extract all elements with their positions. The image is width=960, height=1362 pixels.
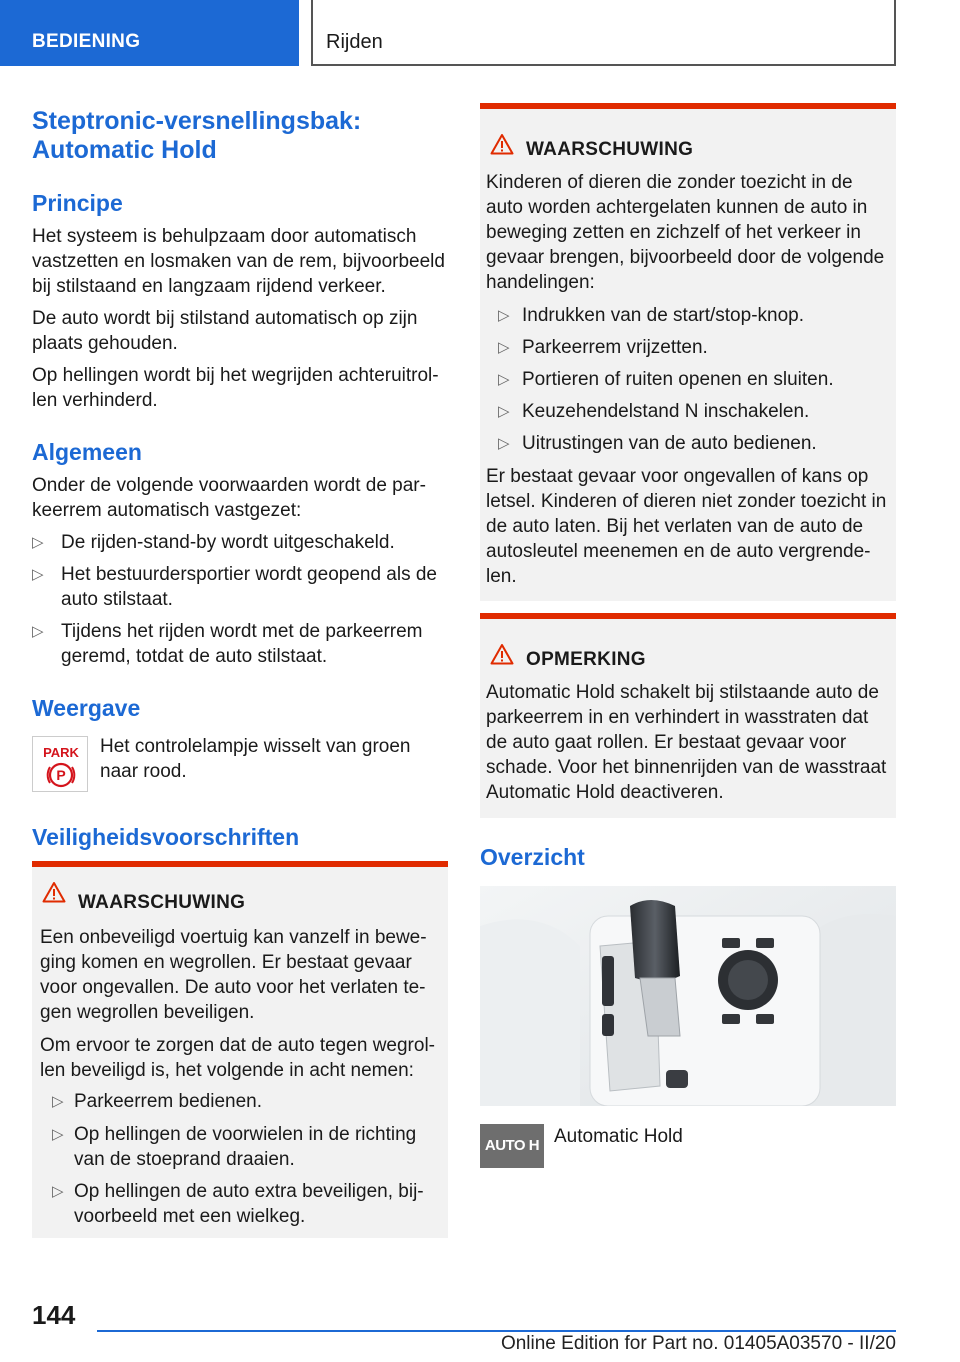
heading-veiligheid: Veiligheidsvoorschriften — [32, 824, 300, 850]
page-number: 144 — [32, 1300, 76, 1330]
center-console-photo — [480, 886, 896, 1106]
page-title-line2: Automatic Hold — [32, 136, 217, 164]
park-brake-indicator-icon — [32, 736, 88, 792]
footer-edition: Online Edition for Part no. 01405A03570 - II/20 — [500, 1333, 896, 1354]
warning-box-right — [480, 103, 896, 601]
chapter-title: Rijden — [311, 0, 896, 66]
triangle-bullet-icon: ▷ — [498, 307, 510, 324]
list-item: ▷ De rijden-stand-by wordt uitgeschakeld. — [32, 532, 395, 553]
auto-hold-button-icon: AUTO H — [480, 1124, 544, 1168]
list-item: ▷ Op hellingen de auto extra beveiligen, bij- voorbeeld met een wielkeg. — [52, 1181, 424, 1227]
heading-weergave: Weergave — [32, 695, 141, 721]
triangle-bullet-icon: ▷ — [498, 403, 510, 420]
triangle-bullet-icon: ▷ — [52, 1126, 64, 1143]
heading-principe: Principe — [32, 190, 123, 216]
principe-paragraph-1: Het systeem is behulpzaam door automatisch vastzetten en losmaken van de rem, bijvoorbeeld bij stilstaand en langzaam rijdend verkeer. — [32, 226, 445, 297]
section-tab: BEDIENING — [0, 0, 299, 66]
weergave-text: Het controlelampje wisselt van groen naar rood. — [100, 736, 411, 782]
warning-paragraph-1: Kinderen of dieren die zonder toezicht in de auto worden achtergelaten kunnen de auto in beweging zetten en zichzelf of het verkeer in gevaar brengen, bijvoorbeeld door de volgende handelingen: — [486, 172, 885, 293]
triangle-bullet-icon: ▷ — [498, 435, 510, 452]
note-paragraph: Automatic Hold schakelt bij stilstaande auto de parkeerrem in en verhindert in wasstraten dat de auto gaat rollen. Er bestaat gevaar voor schade. Voor het binnenrijden van de wasstraat Automatic Hold deactiveren. — [486, 682, 887, 803]
principe-paragraph-2: De auto wordt bij stilstand automatisch op zijn plaats gehouden. — [32, 308, 418, 354]
list-item: ▷ Keuzehendelstand N inschakelen. — [498, 401, 810, 422]
list-item: ▷ Portieren of ruiten openen en sluiten. — [498, 369, 834, 390]
list-item: ▷ Het bestuurdersportier wordt geopend als de auto stilstaat. — [32, 564, 438, 610]
triangle-bullet-icon: ▷ — [52, 1183, 64, 1200]
auto-hold-caption: Automatic Hold — [554, 1126, 683, 1147]
svg-text:P: P — [56, 767, 66, 783]
algemeen-intro: Onder de volgende voorwaarden wordt de par- keerrem automatisch vastgezet: — [32, 475, 426, 521]
triangle-bullet-icon: ▷ — [498, 371, 510, 388]
warning-triangle-icon — [490, 643, 514, 665]
triangle-bullet-icon: ▷ — [32, 623, 44, 640]
warning-box-left — [32, 861, 448, 1238]
note-box — [480, 613, 896, 818]
triangle-bullet-icon: ▷ — [498, 339, 510, 356]
list-item: ▷ Parkeerrem bedienen. — [52, 1091, 262, 1112]
note-title: OPMERKING — [526, 649, 646, 670]
list-item: ▷ Parkeerrem vrijzetten. — [498, 337, 708, 358]
heading-algemeen: Algemeen — [32, 439, 142, 465]
page-header — [0, 0, 960, 66]
warning-paragraph-2: Er bestaat gevaar voor ongevallen of kans op letsel. Kinderen of dieren niet zonder toezicht in de auto laten. Bij het verlaten van de auto de autosleutel meenemen en de auto vergrende- len. — [486, 466, 887, 587]
warning-triangle-icon — [42, 881, 66, 903]
footer-divider — [97, 1330, 896, 1332]
triangle-bullet-icon: ▷ — [32, 566, 44, 583]
warning-title: WAARSCHUWING — [78, 892, 246, 913]
page-title-line1: Steptronic-versnellingsbak: — [32, 107, 362, 135]
warning-triangle-icon — [490, 133, 514, 155]
list-item: ▷ Uitrustingen van de auto bedienen. — [498, 433, 817, 454]
list-item: ▷ Indrukken van de start/stop-knop. — [498, 305, 804, 326]
triangle-bullet-icon: ▷ — [52, 1093, 64, 1110]
list-item: ▷ Op hellingen de voorwielen in de richting van de stoeprand draaien. — [52, 1124, 417, 1170]
heading-overzicht: Overzicht — [480, 844, 585, 870]
warning-paragraph-2: Om ervoor te zorgen dat de auto tegen wegrol- len beveiligd is, het volgende in acht nemen: — [40, 1035, 436, 1081]
warning-paragraph-1: Een onbeveiligd voertuig kan vanzelf in bewe- ging komen en wegrollen. Er bestaat gevaar voor ongevallen. De auto voor het verlaten te- gen wegrollen beveiligen. — [40, 927, 427, 1023]
list-item: ▷ Tijdens het rijden wordt met de parkeerrem geremd, totdat de auto stilstaat. — [32, 621, 423, 667]
principe-paragraph-3: Op hellingen wordt bij het wegrijden achteruitrol- len verhinderd. — [32, 365, 439, 411]
triangle-bullet-icon: ▷ — [32, 534, 44, 551]
warning-title: WAARSCHUWING — [526, 139, 694, 160]
svg-text:PARK: PARK — [43, 745, 79, 760]
